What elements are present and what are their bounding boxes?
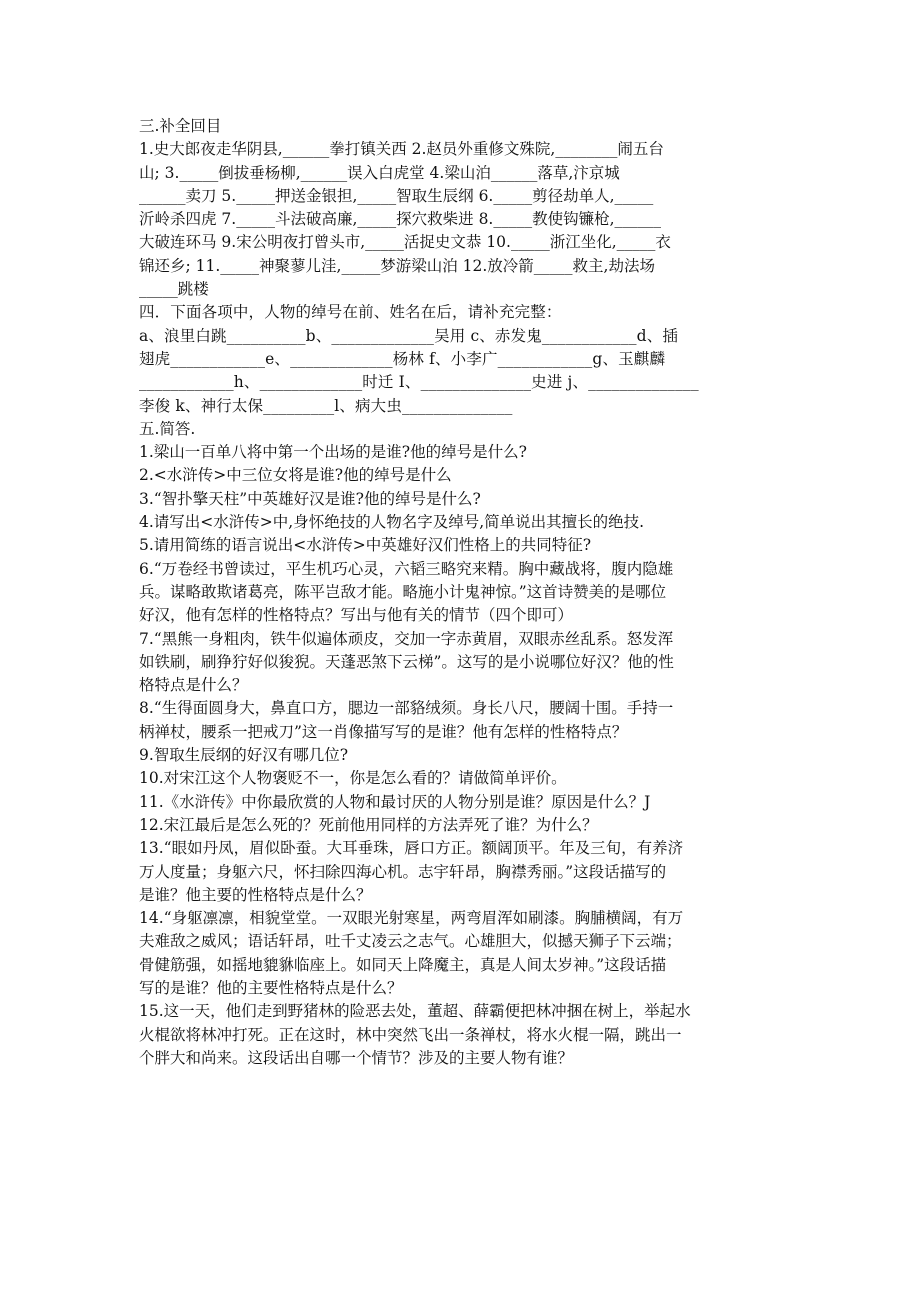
text-line: 李俊 k、神行太保_________l、病大虫______________ <box>139 396 513 415</box>
section-heading: 三.补全回目 <box>139 117 222 135</box>
text-line: 大破连环马 9.宋公明夜打曾头市,_____活捉史文恭 10._____浙江坐化,_____衣 <box>139 233 671 252</box>
section-heading: 五.简答. <box>139 419 196 438</box>
text-line: 7.“黑熊一身粗肉，铁牛似遍体顽皮，交加一字赤黄眉，双眼赤丝乱系。怒发浑 <box>139 629 674 648</box>
text-line: ____________h、_____________时迁 I、______________史进 j、______________ <box>139 373 699 392</box>
text-line: 夫难敌之威风；语话轩昂，吐千丈凌云之志气。心雄胆大，似撼天狮子下云端； <box>139 932 682 951</box>
text-line: 8.“生得面圆身大，鼻直口方，腮边一部貉绒须。身长八尺，腰阔十围。手持一 <box>139 699 674 718</box>
text-line: a、浪里白跳__________b、_____________吴用 c、赤发鬼____________d、插 <box>139 326 679 345</box>
text-line: 火棍欲将林冲打死。正在这时，林中突然飞出一条禅杖，将水火棍一隔，跳出一 <box>139 1025 682 1044</box>
text-line: 1.史大郎夜走华阴县,______拳打镇关西 2.赵员外重修文殊院,________闹五台 <box>139 140 664 159</box>
text-line: 沂岭杀四虎 7._____斗法破高廉,_____探穴救柴进 8._____教使钩镰枪,______ <box>139 210 662 229</box>
text-line: 好汉，他有怎样的性格特点？写出与他有关的情节（四个即可） <box>139 606 574 625</box>
text-line: 翅虎____________e、_____________杨林 f、小李广____________g、玉麒麟 <box>139 349 666 368</box>
text-line: 5.请用简练的语言说出<水浒传>中英雄好汉们性格上的共同特征? <box>139 536 592 555</box>
text-line: 13.“眼如丹凤，眉似卧蚕。大耳垂珠，唇口方正。额阔顶平。年及三旬，有养济 <box>139 839 684 858</box>
section-short-answers <box>139 418 787 1070</box>
text-line: 14.“身躯凛凛，相貌堂堂。一双眼光射寒星，两弯眉浑如刷漆。胸脯横阔，有万 <box>139 909 684 928</box>
text-line: 9.智取生辰纲的好汉有哪几位? <box>139 746 349 765</box>
text-line: 如铁刷，刷狰狞好似狻猊。天蓬恶煞下云梯”。这写的是小说哪位好汉？他的性 <box>139 652 674 671</box>
text-line: 格特点是什么？ <box>139 676 248 695</box>
section-heading: 四．下面各项中，人物的绰号在前、姓名在后，请补充完整： <box>139 303 562 322</box>
text-line: 1.梁山一百单八将中第一个出场的是谁?他的绰号是什么? <box>139 443 527 462</box>
text-line: ______卖刀 5._____押送金银担,_____智取生辰纲 6._____剪径劫单人,_____ <box>139 186 654 205</box>
text-line: 12.宋江最后是怎么死的？死前他用同样的方法弄死了谁？为什么？ <box>139 815 598 834</box>
text-line: 个胖大和尚来。这段话出自哪一个情节？涉及的主要人物有谁？ <box>139 1048 574 1067</box>
text-line: 山; 3._____倒拔垂杨柳,______误入白虎堂 4.梁山泊______落草,汴京城 <box>139 163 620 182</box>
text-line: 柄禅杖，腰系一把戒刀”这一肖像描写写的是谁？他有怎样的性格特点？ <box>139 722 628 741</box>
text-line: 4.请写出<水浒传>中,身怀绝技的人物名字及绰号,简单说出其擅长的绝技. <box>139 513 645 532</box>
section-fill-chapter-titles <box>139 115 787 301</box>
text-line: 骨健筋强，如摇地貔貅临座上。如同天上降魔主，真是人间太岁神。”这段话描 <box>139 955 667 974</box>
text-line: 6.“万卷经书曾读过，平生机巧心灵，六韬三略究来精。胸中藏战将，腹内隐雄 <box>139 559 674 578</box>
text-line: 写的是谁？他的主要性格特点是什么？ <box>139 978 403 997</box>
text-line: _____跳楼 <box>139 280 209 299</box>
text-line: 3.“智扑擎天柱”中英雄好汉是谁?他的绰号是什么? <box>139 489 481 508</box>
text-line: 兵。谋略敢欺诸葛亮，陈平岂敌才能。略施小计鬼神惊。”这首诗赞美的是哪位 <box>139 582 667 601</box>
text-line: 11.《水浒传》中你最欣赏的人物和最讨厌的人物分别是谁？原因是什么？J <box>139 792 651 811</box>
text-line: 10.对宋江这个人物褒贬不一，你是怎么看的？请做简单评价。 <box>139 769 567 788</box>
section-nicknames <box>139 301 787 417</box>
document-body <box>139 115 787 1070</box>
text-line: 15.这一天，他们走到野猪林的险恶去处，董超、薛霸便把林冲捆在树上，举起水 <box>139 1002 691 1021</box>
text-line: 万人度量；身躯六尺，怀扫除四海心机。志宇轩昂，胸襟秀丽。”这段话描写的 <box>139 862 667 881</box>
text-line: 锦还乡; 11._____神聚蓼儿洼,_____梦游梁山泊 12.放冷箭_____救主,劫法场 <box>139 256 655 275</box>
text-line: 是谁？他主要的性格特点是什么？ <box>139 885 372 904</box>
text-line: 2.<水浒传>中三位女将是谁?他的绰号是什么 <box>139 466 452 485</box>
